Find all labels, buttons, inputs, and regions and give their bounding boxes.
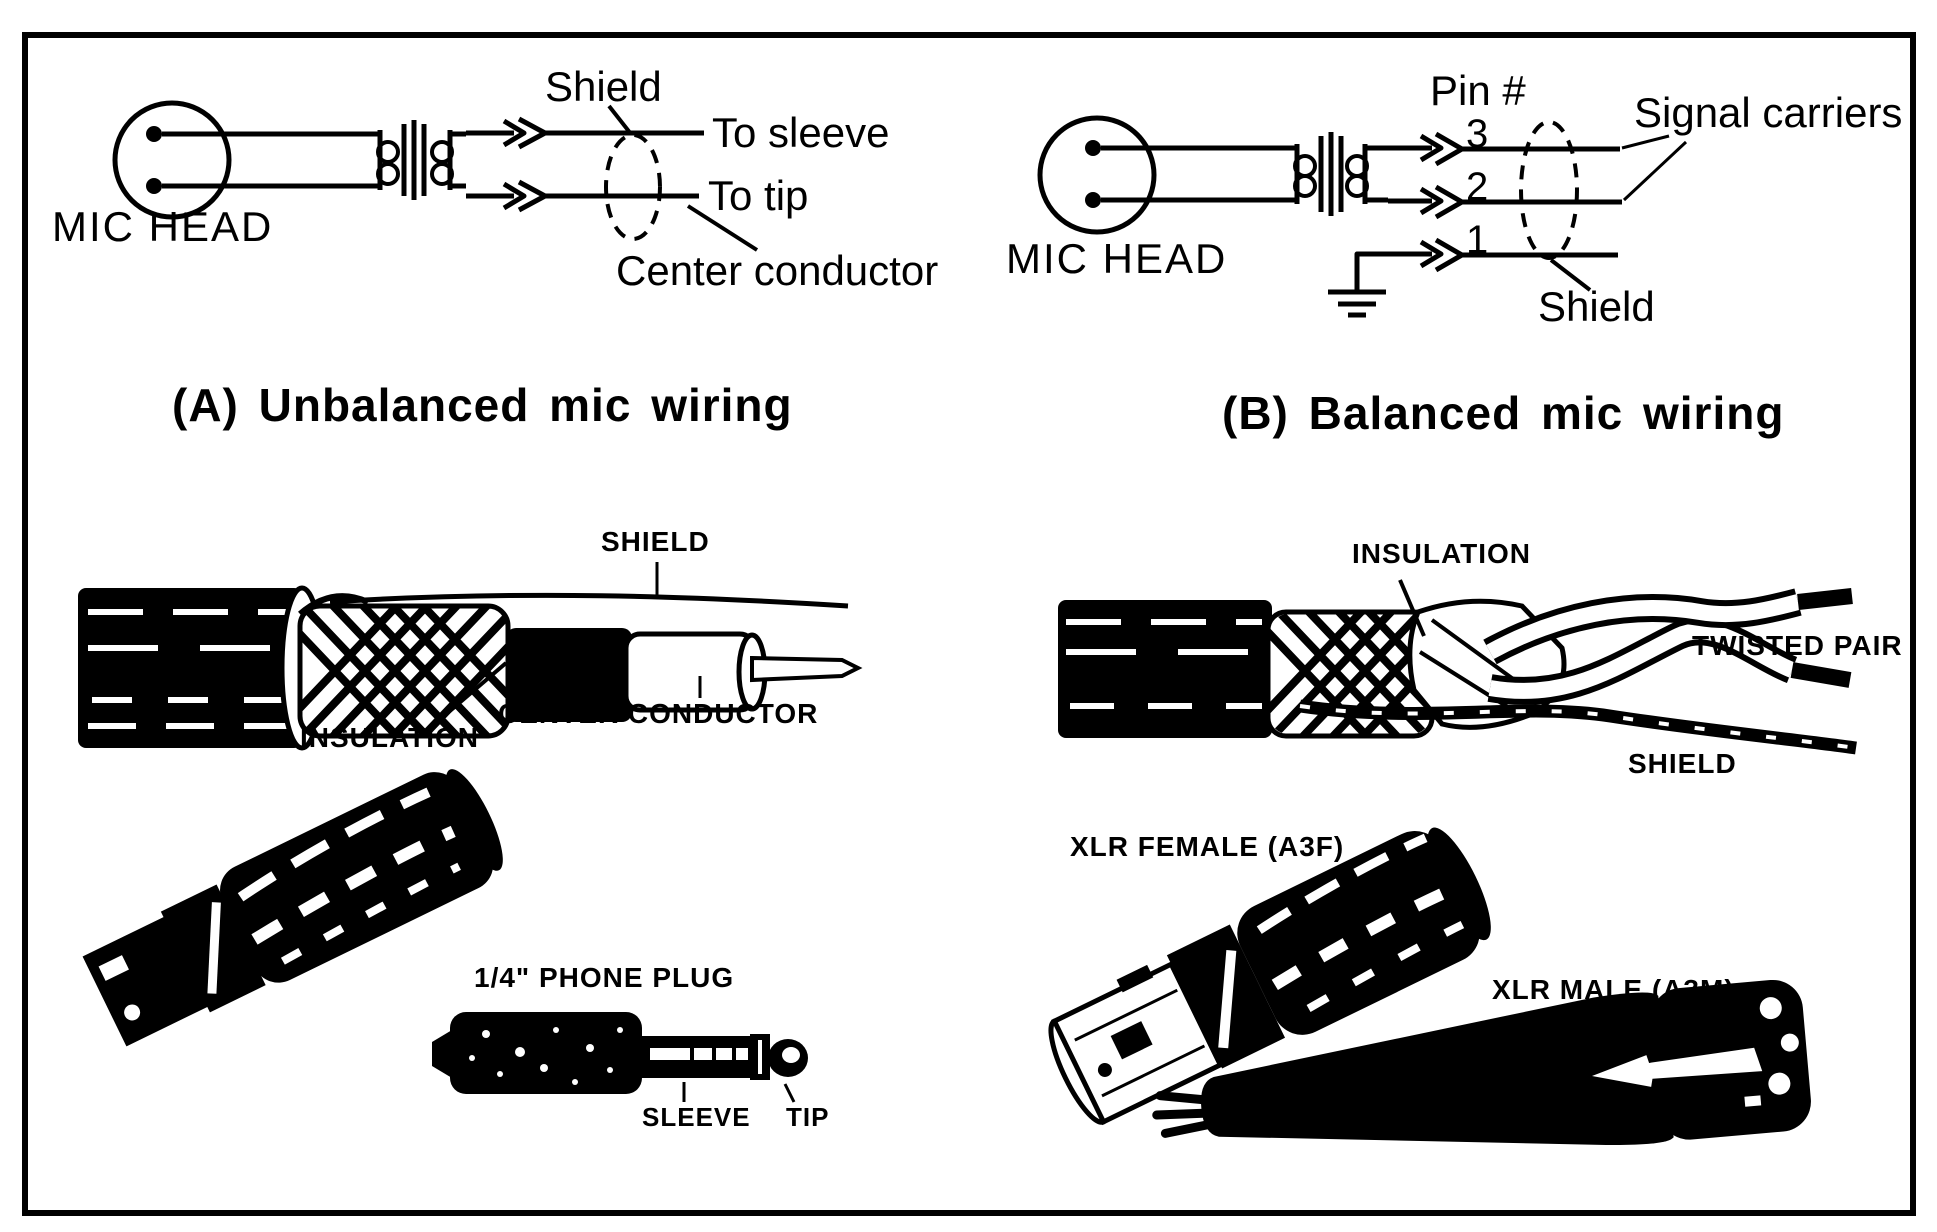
shield-leader-line (609, 106, 631, 134)
cable-cross-section-dashed (1521, 122, 1577, 258)
mic-head-label-b: MIC HEAD (1006, 235, 1228, 282)
transformer-symbol-a (378, 120, 466, 200)
twisted-pair-label: TWISTED PAIR (1692, 630, 1903, 661)
shield-label-a: Shield (545, 63, 662, 110)
arrow-pin2 (1388, 189, 1441, 213)
pin-number-header: Pin # (1430, 67, 1526, 114)
shield-label-b: Shield (1538, 283, 1655, 330)
sleeve-label: SLEEVE (642, 1102, 751, 1132)
mic-head-label-a: MIC HEAD (52, 203, 274, 250)
cable-insulation-label-b: INSULATION (1352, 538, 1532, 569)
cable-center-conductor-label-a: CENTER CONDUCTOR (498, 698, 819, 729)
caption-unbalanced: (A) Unbalanced mic wiring (172, 379, 793, 431)
signal-carrier-leader-1 (1622, 136, 1669, 148)
caption-balanced: (B) Balanced mic wiring (1222, 387, 1785, 439)
mic-terminal-dot (146, 178, 162, 194)
xlr-male-label: XLR MALE (A3M) (1492, 974, 1735, 1005)
xlr-female-label: XLR FEMALE (A3F) (1070, 831, 1345, 862)
signal-carriers-label: Signal carriers (1634, 89, 1903, 136)
tip-label: TIP (786, 1102, 830, 1132)
cable-shield-label-a: SHIELD (601, 526, 710, 557)
mic-cable-connector-illustration (76, 756, 516, 1057)
arrow-pin1-ground (1357, 242, 1441, 292)
pin-2-digit: 2 (1466, 165, 1489, 209)
cable-cross-section-dashed (606, 135, 660, 239)
to-tip-label: To tip (708, 172, 809, 219)
pin-3-digit: 3 (1466, 112, 1489, 156)
mic-terminal-dot (1085, 192, 1101, 208)
mic-terminal-dot (1085, 140, 1101, 156)
transformer-symbol-b (1295, 132, 1388, 216)
cable-shield-label-b: SHIELD (1628, 748, 1737, 779)
ground-symbol (1328, 292, 1386, 315)
mic-terminal-dot (146, 126, 162, 142)
to-sleeve-label: To sleeve (712, 109, 890, 156)
center-conductor-label-a: Center conductor (616, 247, 939, 294)
phone-plug-title: 1/4" PHONE PLUG (474, 962, 735, 993)
signal-carrier-leader-2 (1624, 142, 1686, 200)
arrow-a-top (466, 121, 524, 145)
center-conductor-wire (752, 658, 858, 680)
cable-insulation-label-a: INSULATION (300, 722, 480, 753)
pin-1-digit: 1 (1466, 218, 1489, 262)
quarter-inch-phone-plug-illustration (432, 1012, 808, 1102)
arrow-a-bottom (466, 184, 524, 208)
twisted-pair-cable-cutaway (1058, 580, 1856, 750)
tip-pointer-tick (785, 1084, 794, 1102)
arrow-pin3 (1388, 136, 1441, 160)
